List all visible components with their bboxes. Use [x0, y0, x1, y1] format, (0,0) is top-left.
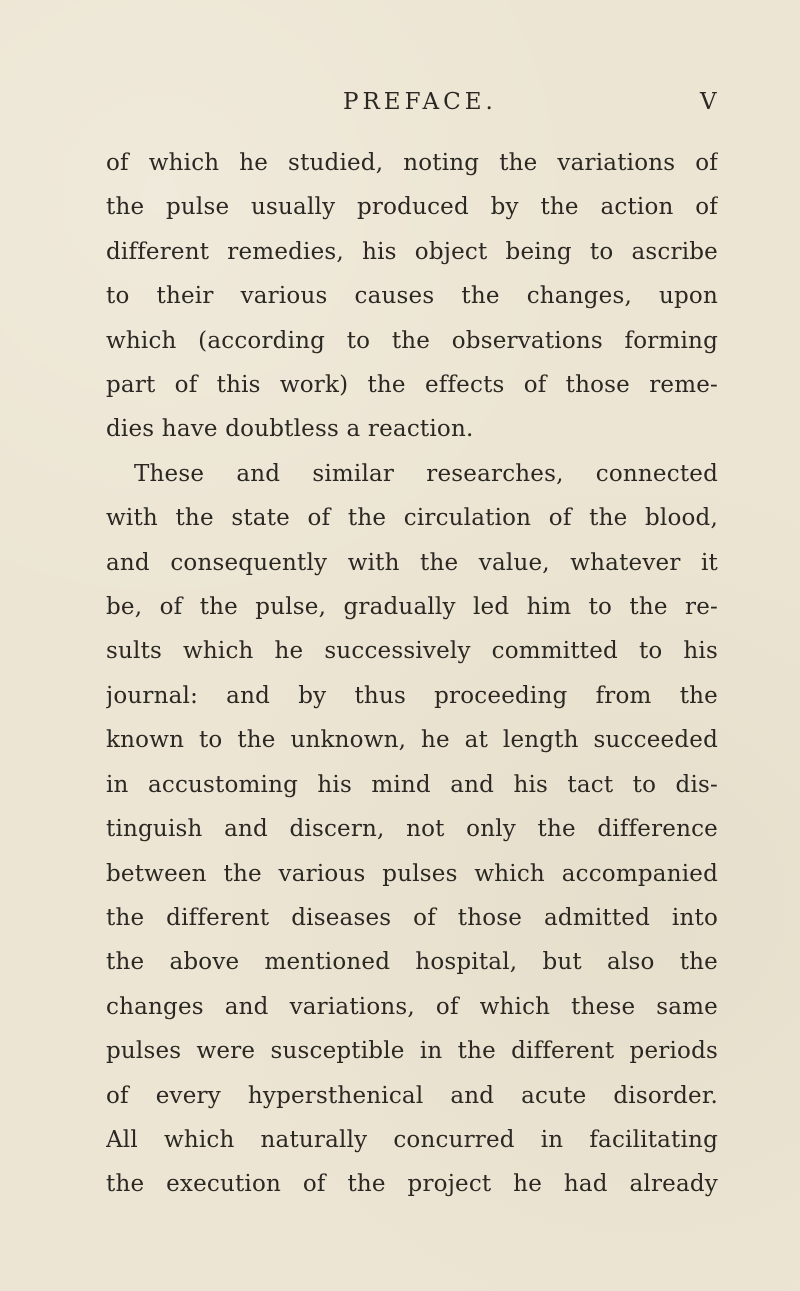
- text-line: the pulse usually produced by the action of: [106, 194, 718, 221]
- text-line: journal: and by thus proceeding from the: [106, 682, 718, 709]
- text-line: changes and variations, of which these same: [106, 993, 718, 1020]
- text-line: be, of the pulse, gradually led him to the re-: [106, 594, 718, 621]
- text-line: tinguish and discern, not only the difference: [106, 816, 718, 843]
- text-line: the different diseases of those admitted into: [106, 904, 718, 931]
- text-line: sults which he successively committed to his: [106, 638, 718, 665]
- text-line: known to the unknown, he at length succeeded: [106, 727, 718, 754]
- text-line: the above mentioned hospital, but also the: [106, 949, 718, 976]
- text-line: pulses were susceptible in the different periods: [106, 1038, 718, 1065]
- text-line: different remedies, his object being to ascribe: [106, 238, 718, 265]
- text-line: and consequently with the value, whatever it: [106, 549, 718, 576]
- text-line: of every hypersthenical and acute disorder.: [106, 1082, 718, 1109]
- text-line: between the various pulses which accompanied: [106, 860, 718, 887]
- text-line-paragraph-start: These and similar researches, connected: [134, 460, 718, 487]
- text-line: of which he studied, noting the variations of: [106, 150, 718, 176]
- body-text: [106, 141, 718, 1207]
- page-title: PREFACE.: [343, 89, 497, 115]
- text-line: with the state of the circulation of the blood,: [106, 505, 718, 532]
- page-number: V: [700, 89, 717, 115]
- text-line: which (according to the observations forming: [106, 327, 718, 354]
- running-head: [0, 82, 800, 122]
- text-line: the execution of the project he had already: [106, 1171, 718, 1198]
- text-line: All which naturally concurred in facilitating: [106, 1126, 718, 1153]
- text-line: part of this work) the effects of those reme-: [106, 372, 718, 399]
- text-line: dies have doubtless a reaction.: [106, 416, 474, 443]
- text-line: in accustoming his mind and his tact to dis-: [106, 771, 718, 798]
- text-line: to their various causes the changes, upon: [106, 283, 718, 310]
